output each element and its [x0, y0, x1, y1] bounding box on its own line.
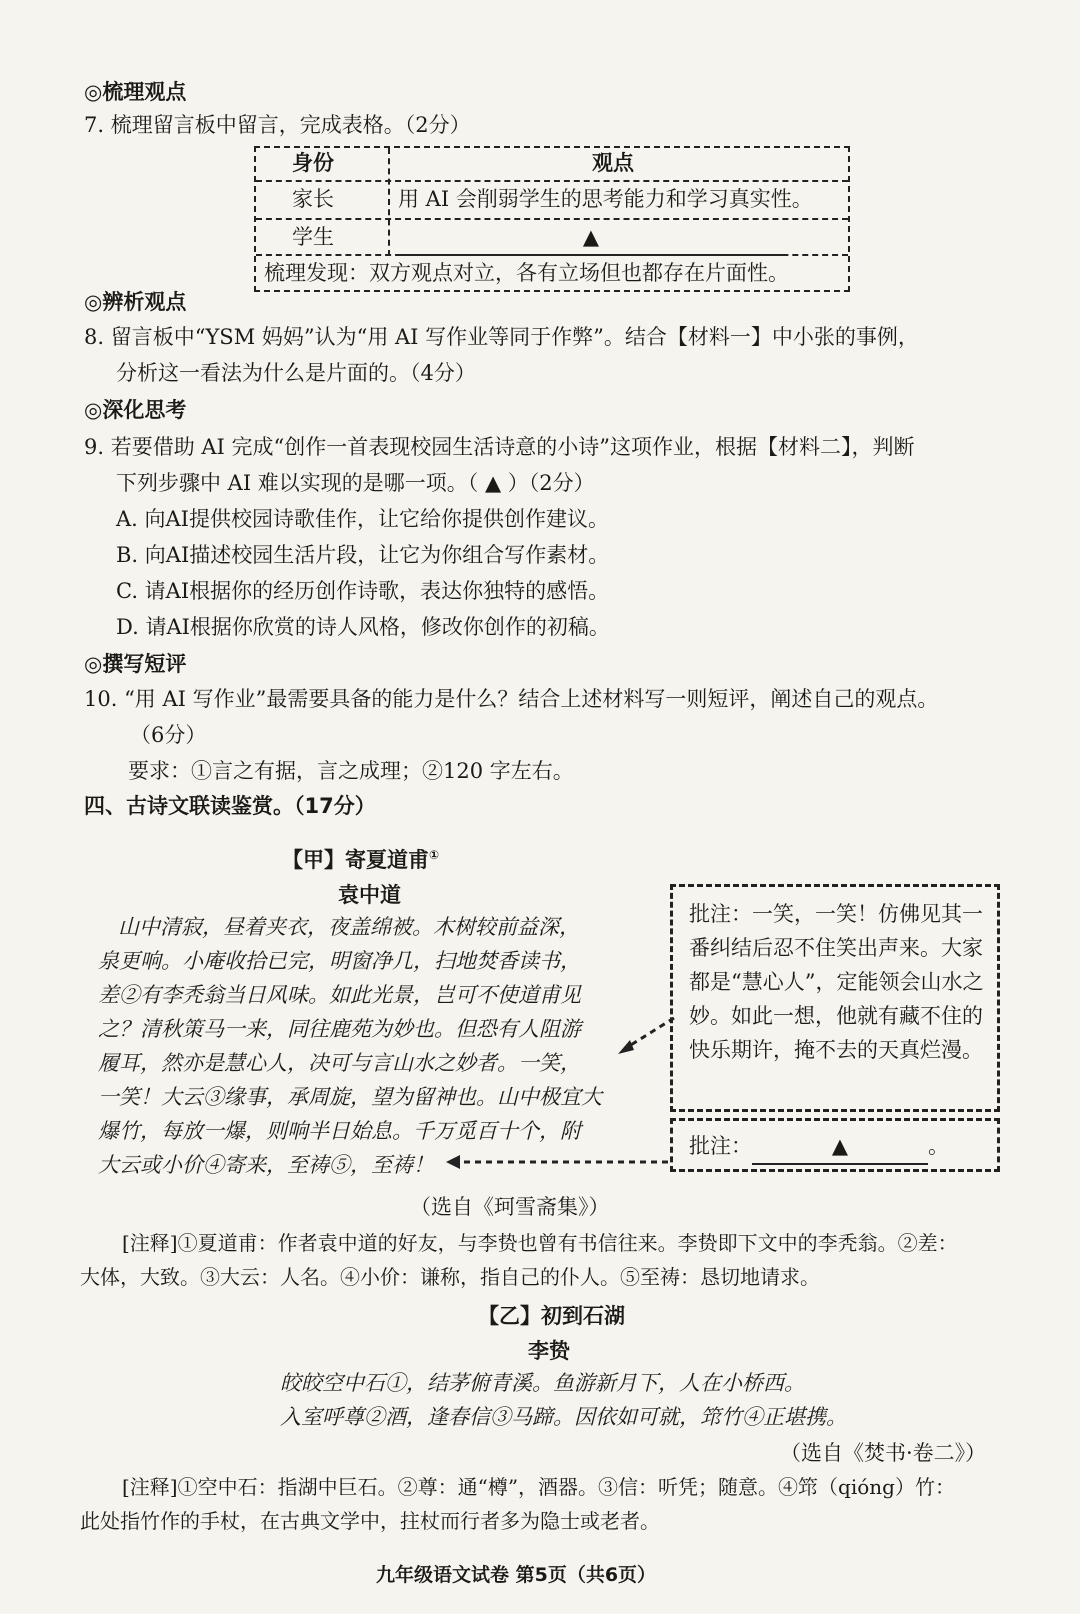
question-10-line-1: 10. “用 AI 写作业”最需要具备的能力是什么？结合上述材料写一则短评，阐述自己的观点。	[84, 687, 939, 711]
section-heading-sort-views: ◎梳理观点	[84, 80, 187, 104]
question-9-line-1: 9. 若要借助 AI 完成“创作一首表现校园生活诗意的小诗”这项作业，根据【材料二】，判断	[84, 435, 915, 459]
passage-jia-author: 袁中道	[338, 882, 401, 907]
jia-line-7: 爆竹，每放一爆，则响半日始息。千万觅百十个，附	[98, 1119, 581, 1143]
section-heading-deep-thinking: ◎深化思考	[84, 398, 187, 422]
annotation-arrow-2	[442, 1150, 672, 1180]
jia-line-4: 之？清秋策马一来，同往鹿苑为妙也。但恐有人阻游	[98, 1017, 581, 1041]
annotation-box-2[interactable]	[670, 1118, 1000, 1172]
question-8-line-2: 分析这一看法为什么是片面的。（4分）	[116, 361, 476, 385]
header-view: 观点	[592, 150, 634, 175]
table-finding: 梳理发现：双方观点对立，各有立场但也都存在片面性。	[264, 261, 789, 285]
page-footer: 九年级语文试卷 第5页（共6页）	[376, 1564, 657, 1586]
yi-line-2: 入室呼尊②酒，逢春信③马蹄。因依如可就，筇竹④正堪携。	[280, 1405, 847, 1429]
section-heading-write-review: ◎撰写短评	[84, 652, 187, 676]
passage-yi-title: 【乙】初到石湖	[478, 1304, 625, 1328]
question-10-line-2: （6分）	[130, 723, 207, 747]
yi-line-1: 皎皎空中石①，结茅俯青溪。鱼游新月下，人在小桥西。	[280, 1371, 805, 1395]
passage-yi-author: 李贽	[528, 1338, 570, 1363]
views-table	[254, 146, 850, 292]
yi-source: （选自《焚书·卷二》）	[780, 1441, 987, 1465]
jia-line-3: 差②有李秃翁当日风味。如此光景，岂可不使道甫见	[98, 983, 581, 1007]
yi-notes-line-1: [注释]①空中石：指湖中巨石。②尊：通“樽”，酒器。③信：听凭；随意。④筇（qióng）竹：	[122, 1475, 955, 1499]
table-row-parent	[256, 182, 848, 220]
view-parent: 用 AI 会削弱学生的思考能力和学习真实性。	[398, 187, 813, 211]
jia-line-1: 山中清寂，昼着夹衣，夜盖绵被。木树较前益深，	[118, 915, 580, 939]
yi-notes-line-2: 此处指竹作的手杖，在古典文学中，拄杖而行者多为隐士或老者。	[80, 1509, 660, 1533]
jia-notes-line-2: 大体，大致。③大云：人名。④小价：谦称，指自己的仆人。⑤至祷：恳切地请求。	[80, 1265, 820, 1289]
annotation-2-line	[689, 1129, 989, 1165]
annotation-2-end: 。	[928, 1134, 949, 1158]
option-d[interactable]: D. 请AI根据你欣赏的诗人风格，修改你创作的初稿。	[116, 615, 610, 639]
passage-jia-title	[282, 844, 439, 874]
section-heading-analyze-views: ◎辨析观点	[84, 290, 187, 314]
option-a[interactable]: A. 向AI提供校园诗歌佳作，让它给你提供创作建议。	[116, 507, 609, 531]
identity-student: 学生	[292, 225, 334, 249]
answer-blank: ▲	[398, 220, 784, 256]
jia-line-6: 一笑！大云③缘事，承周旋，望为留神也。山中极宜大	[98, 1085, 602, 1109]
header-identity: 身份	[292, 150, 334, 175]
annotation-1-text: 批注：一笑，一笑！仿佛见其一番纠结后忍不住笑出声来。大家都是“慧心人”，定能领会山水之妙。如此一想，他就有藏不住的快乐期许，掩不去的天真烂漫。	[689, 902, 984, 1062]
annotation-2-label: 批注：	[689, 1134, 752, 1158]
question-7-stem: 7. 梳理留言板中留言，完成表格。（2分）	[84, 113, 471, 137]
jia-title-text: 【甲】寄夏道甫	[282, 848, 429, 872]
jia-notes-line-1: [注释]①夏道甫：作者袁中道的好友，与李贽也曾有书信往来。李贽即下文中的李秃翁。②差：	[122, 1231, 958, 1255]
option-c[interactable]: C. 请AI根据你的经历创作诗歌，表达你独特的感悟。	[116, 579, 610, 603]
view-student-answer-blank[interactable]	[398, 220, 784, 256]
jia-title-note: ①	[429, 848, 440, 862]
jia-line-8: 大云或小价④寄来，至祷⑤，至祷！	[98, 1153, 434, 1177]
jia-source: （选自《珂雪斋集》）	[410, 1195, 610, 1219]
jia-line-2: 泉更响。小庵收拾已完，明窗净几，扫地焚香读书，	[98, 949, 581, 973]
question-10-requirement: 要求：①言之有据，言之成理；②120 字左右。	[128, 759, 574, 783]
annotation-2-blank: ▲	[752, 1129, 928, 1165]
table-row-student	[256, 220, 848, 256]
part-4-heading: 四、古诗文联读鉴赏。（17分）	[84, 794, 376, 818]
jia-line-5: 履耳，然亦是慧心人，决可与言山水之妙者。一笑，	[98, 1051, 581, 1075]
annotation-box-1	[670, 884, 1000, 1112]
option-b[interactable]: B. 向AI描述校园生活片段，让它为你组合写作素材。	[116, 543, 610, 567]
question-9-line-2: 下列步骤中 AI 难以实现的是哪一项。（ ▲ ）（2分）	[116, 471, 595, 495]
identity-parent: 家长	[292, 187, 334, 211]
table-header-row	[256, 148, 848, 182]
question-8-line-1: 8. 留言板中“YSM 妈妈”认为“用 AI 写作业等同于作弊”。结合【材料一】中小张的事例，	[84, 325, 919, 349]
